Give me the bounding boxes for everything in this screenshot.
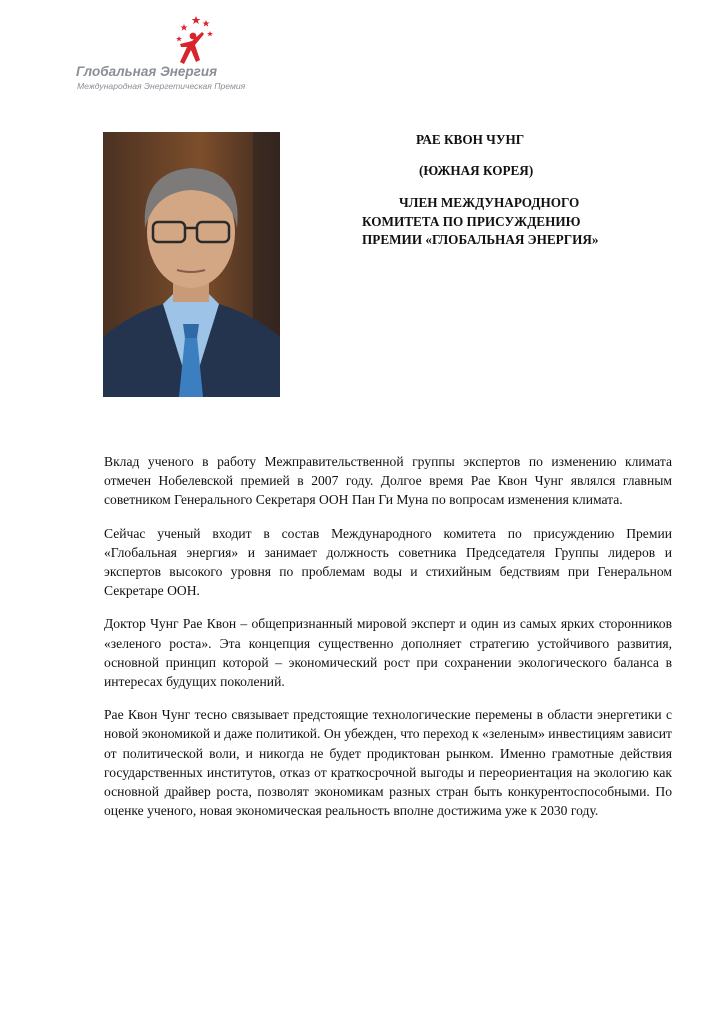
logo-title-part2: Энергия — [160, 64, 218, 79]
logo-title — [76, 64, 276, 79]
role-line: ПРЕМИИ «ГЛОБАЛЬНАЯ ЭНЕРГИЯ» — [362, 232, 599, 247]
stars-figure-icon — [176, 14, 216, 70]
paragraph: Рае Квон Чунг тесно связывает предстоящие технологические перемены в области энергетики с новой экономикой и даже политикой. Он убежден, что переход к «зеленым» инвестициям зависит от политической воли, и никогда не будет продиктован рынком. Именно грамотные действия государственных институтов, отказ от краткосрочной выгоды и переориентация на экологию как основной драйвер роста, позволят экономикам разных стран быть конкурентоспособными. По оценке ученого, новая экономическая реальность вполне достижима уже к 2030 году. — [104, 707, 672, 819]
portrait-photo — [103, 132, 280, 397]
person-role — [362, 194, 598, 250]
global-energy-logo — [76, 14, 276, 94]
person-name: РАЕ КВОН ЧУНГ — [416, 132, 525, 147]
paragraph: Сейчас ученый входит в состав Международного комитета по присуждению Премии «Глобальная энергия» и занимает должность советника Председателя Группы лидеров и экспертов высокого уровня по проблемам воды и стихийным бедствиям при Генеральном Секретаре ООН. — [104, 525, 672, 599]
person-country: (ЮЖНАЯ КОРЕЯ) — [419, 163, 534, 178]
paragraph: Доктор Чунг Рае Квон – общепризнанный мировой эксперт и один из самых ярких сторонников «зеленого роста». Эта концепция существенно дополняет стратегию устойчивого развития, основной принцип которой – экономический рост при сохранении экологического баланса в интересах будущих поколений. — [104, 616, 672, 690]
logo-subtitle: Международная Энергетическая Премия — [77, 81, 246, 91]
paragraph: Вклад ученого в работу Межправительственной группы экспертов по изменению климата отмечен Нобелевской премией в 2007 году. Долгое время Рае Квон Чунг являлся главным советником Генерального Секретаря ООН Пан Ги Муна по вопросам изменения климата. — [104, 454, 672, 508]
role-line: КОМИТЕТА ПО ПРИСУЖДЕНИЮ — [362, 213, 581, 229]
biography-text — [104, 452, 672, 834]
role-line: ЧЛЕН МЕЖДУНАРОДНОГО — [399, 195, 580, 210]
logo-title-part1: Глобальная — [76, 64, 157, 79]
